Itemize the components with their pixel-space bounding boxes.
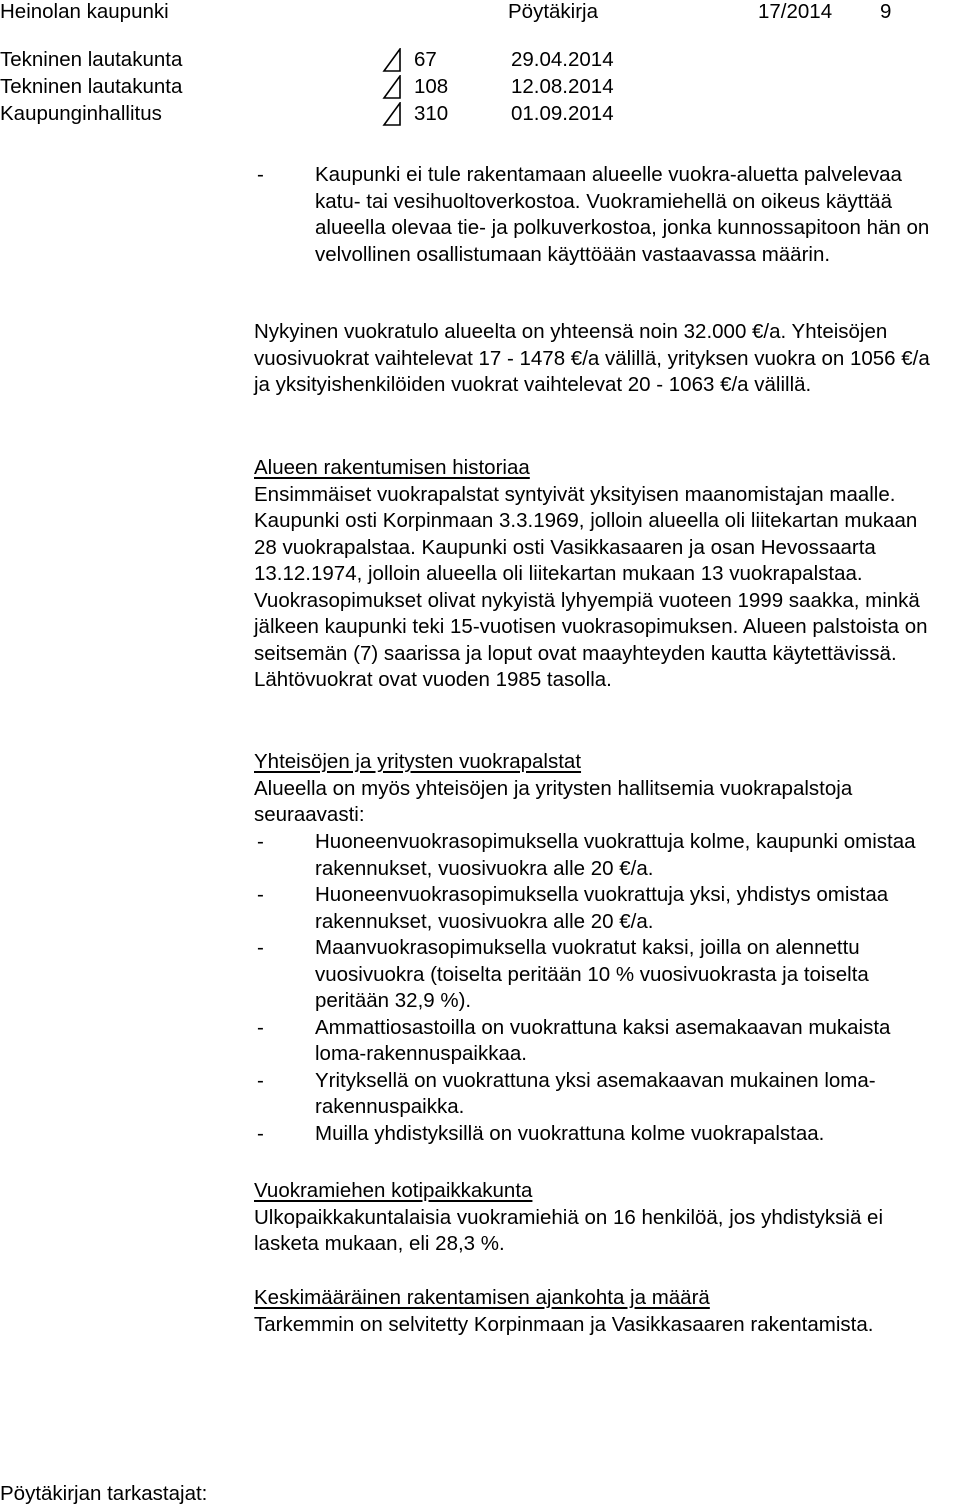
- dash-marker: -: [257, 163, 264, 186]
- dash-marker: -: [257, 1068, 264, 1092]
- average-section: [254, 1285, 944, 1338]
- list-item: [254, 829, 944, 882]
- meeting-date: 12.08.2014: [511, 75, 614, 98]
- list-item: [254, 1015, 944, 1068]
- list-item-text: Huoneenvuokrasopimuksella vuokrattuja kolme, kaupunki omistaa rakennukset, vuosivuokra alle 20 €/a.: [315, 830, 916, 880]
- dash-marker: -: [257, 936, 264, 959]
- list-item-text: Maanvuokrasopimuksella vuokratut kaksi, joilla on alennettu vuosivuokra (toiselta peritään 10 % vuosivuokrasta ja toiselta peritään 32,9 %).: [315, 936, 869, 1012]
- meeting-row: [0, 101, 960, 128]
- page-number: 9: [880, 0, 892, 23]
- list-item: [254, 1121, 944, 1148]
- dash-marker: -: [257, 1121, 264, 1145]
- list-item: [254, 882, 944, 935]
- history-heading: Alueen rakentumisen historiaa: [254, 456, 530, 479]
- reviewers-label: Pöytäkirjan tarkastajat:: [0, 1482, 208, 1505]
- meeting-number: 108: [414, 75, 449, 98]
- meeting-body: Tekninen lautakunta: [0, 48, 183, 71]
- hometown-section: [254, 1178, 944, 1258]
- page-corner-icon: [382, 102, 402, 126]
- list-item-text: Kaupunki ei tule rakentamaan alueelle vuokra-aluetta palvelevaa katu- tai vesihuoltoverkostoa. Vuokramiehellä on oikeus käyttää alueella olevaa tie- ja polkuverkostoa, jonka kunnossapitoon hän on velvollinen osallistumaan käyttöään vastaavassa määrin.: [315, 163, 930, 266]
- average-heading: Keskimääräinen rakentamisen ajankohta ja määrä: [254, 1286, 710, 1309]
- meeting-row: [0, 74, 960, 101]
- average-text: Tarkemmin on selvitetty Korpinmaan ja Vasikkasaaren rakentamista.: [254, 1312, 874, 1336]
- dash-marker: -: [257, 1015, 264, 1039]
- document-type: Pöytäkirja: [508, 0, 599, 23]
- list-item-text: Yrityksellä on vuokrattuna yksi asemakaavan mukainen lomarakennuspaikka.: [315, 1068, 876, 1118]
- list-item: [254, 1068, 944, 1121]
- meeting-date: 01.09.2014: [511, 102, 614, 125]
- meeting-number: 67: [414, 48, 437, 71]
- list-item: [254, 935, 944, 1015]
- document-number: 17/2014: [758, 0, 833, 23]
- meeting-number: 310: [414, 102, 449, 125]
- community-intro: Alueella on myös yhteisöjen ja yritysten hallitsemia vuokrapalstoja seuraavasti:: [254, 776, 853, 826]
- page-corner-icon: [382, 75, 402, 99]
- meeting-body: Kaupunginhallitus: [0, 102, 162, 125]
- list-item: [254, 162, 944, 268]
- community-heading: Yhteisöjen ja yritysten vuokrapalstat: [254, 750, 582, 773]
- rent-text: Nykyinen vuokratulo alueelta on yhteensä noin 32.000 €/a. Yhteisöjen vuosivuokrat vaihtelevat 17 - 1478 €/a välillä, yrityksen vuokra on 1056 €/a ja yksityishenkilöiden vuokrat vaihtelevat 20 - 1063 €/a välillä.: [254, 320, 930, 396]
- community-section: [254, 749, 944, 829]
- rent-paragraph: [254, 319, 944, 399]
- meeting-date: 29.04.2014: [511, 48, 614, 71]
- dash-marker: -: [257, 883, 264, 906]
- infrastructure-note: [254, 162, 944, 268]
- list-item-text: Muilla yhdistyksillä on vuokrattuna kolme vuokrapalstaa.: [315, 1121, 825, 1145]
- list-item-text: Huoneenvuokrasopimuksella vuokrattuja yksi, yhdistys omistaa rakennukset, vuosivuokra alle 20 €/a.: [315, 883, 889, 933]
- dash-marker: -: [257, 830, 264, 853]
- history-section: [254, 455, 944, 694]
- organization-name: Heinolan kaupunki: [0, 0, 169, 23]
- community-list: [254, 829, 944, 1147]
- meeting-body: Tekninen lautakunta: [0, 75, 183, 98]
- meeting-row: [0, 47, 960, 74]
- page-corner-icon: [382, 48, 402, 72]
- history-text: Ensimmäiset vuokrapalstat syntyivät yksityisen maanomistajan maalle. Kaupunki osti Korpinmaan 3.3.1969, jolloin alueella oli liitekartan mukaan 28 vuokrapalstaa. Kaupunki osti Vasikkasaaren ja osan Hevossaarta 13.12.1974, jolloin alueella oli liitekartan mukaan 13 vuokrapalstaa. Vuokrasopimukset olivat nykyistä lyhyempiä vuoteen 1999 saakka, minkä jälkeen kaupunki teki 15-vuotisen vuokrasopimuksen. Alueen palstoista on seitsemän (7) saarissa ja loput ovat maayhteyden kautta käytettävissä. Lähtövuokrat ovat vuoden 1985 tasolla.: [254, 482, 928, 691]
- hometown-text: Ulkopaikkakuntalaisia vuokramiehiä on 16 henkilöä, jos yhdistyksiä ei lasketa mukaan, eli 28,3 %.: [254, 1205, 884, 1255]
- hometown-heading: Vuokramiehen kotipaikkakunta: [254, 1179, 533, 1202]
- list-item-text: Ammattiosastoilla on vuokrattuna kaksi asemakaavan mukaista loma-rakennuspaikkaa.: [315, 1015, 891, 1065]
